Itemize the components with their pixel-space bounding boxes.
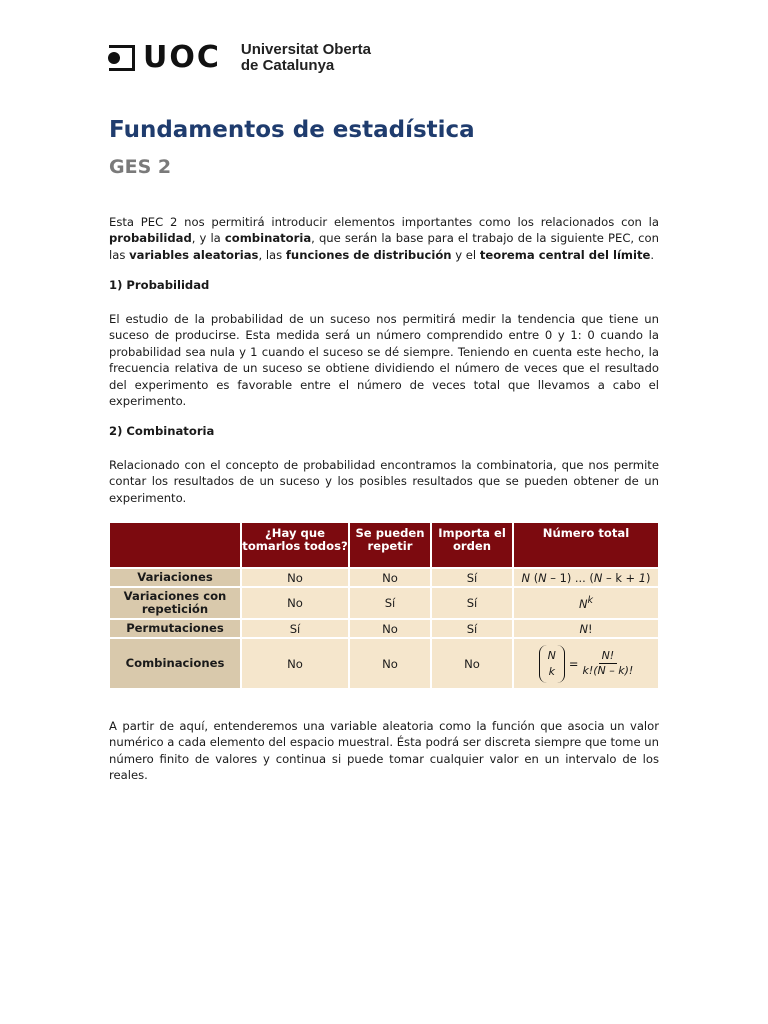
intro-bold-probabilidad: probabilidad <box>109 231 192 246</box>
formula-variaciones-repeticion: $N^k$ <box>513 587 659 619</box>
row-label: Variaciones con repetición <box>109 587 241 619</box>
table-row <box>109 587 659 619</box>
intro-text: , y la <box>191 231 225 246</box>
intro-bold-combinatoria: combinatoria <box>224 231 312 246</box>
cell-repetir: No <box>349 638 431 689</box>
row-label: Combinaciones <box>109 638 241 689</box>
institution-line-1: Universitat Oberta <box>240 41 371 58</box>
cell-repetir: No <box>349 568 431 587</box>
intro-text: y el <box>451 247 480 262</box>
table-row <box>109 638 659 689</box>
intro-bold-teorema: teorema central del límite <box>479 247 651 262</box>
table-header-row <box>109 522 659 568</box>
formula-permutaciones: N! <box>513 619 659 638</box>
section-heading-probabilidad: 1) Probabilidad <box>109 278 210 292</box>
cell-todos: No <box>241 587 349 619</box>
cell-todos: Sí <box>241 619 349 638</box>
table-row <box>109 619 659 638</box>
institution-name <box>241 42 371 74</box>
document-subtitle: GES 2 <box>109 156 172 178</box>
cell-repetir: Sí <box>349 587 431 619</box>
row-label: Permutaciones <box>109 619 241 638</box>
combinatoria-paragraph: Relacionado con el concepto de probabilidad encontramos la combinatoria, que nos permite contar los resultados de un suceso y los posibles resultados que se pueden obtener de un experimento. <box>109 458 659 505</box>
table-row <box>109 568 659 587</box>
cell-orden: Sí <box>431 568 513 587</box>
uoc-logo <box>109 42 371 74</box>
institution-line-2: de Catalunya <box>240 57 335 74</box>
intro-text: Esta PEC 2 nos permitirá introducir elementos importantes como los relacionados con la <box>109 215 659 229</box>
intro-text: , que serán la base para el trabajo de la siguiente PEC, con las <box>109 231 659 262</box>
table-header-orden: Importa el orden <box>431 522 513 568</box>
binomial-coefficient: N k <box>539 645 565 683</box>
table-header-empty <box>109 522 241 568</box>
cell-orden: Sí <box>431 587 513 619</box>
cell-repetir: No <box>349 619 431 638</box>
formula-variaciones: N (N – 1) ... (N – k + 1) <box>513 568 659 587</box>
intro-text: , las <box>258 247 286 262</box>
intro-paragraph <box>109 214 659 263</box>
table-header-todos: ¿Hay que tomarlos todos? <box>241 522 349 568</box>
formula-combinaciones: N k = $\frac{N!}{k!(N - k)!}$ <box>513 638 659 689</box>
intro-text: . <box>650 247 655 262</box>
table-header-repetir: Se pueden repetir <box>349 522 431 568</box>
document-title: Fundamentos de estadística <box>109 117 475 143</box>
combinatoria-table <box>108 521 660 690</box>
row-label: Variaciones <box>109 568 241 587</box>
probabilidad-paragraph: El estudio de la probabilidad de un suceso nos permitirá medir la tendencia que tiene un suceso de producirse. Esta medida será un número comprendido entre 0 y 1: 0 cuando la probabilidad sea nula y 1 cuando el suceso se dé siempre. Teniendo en cuenta este hecho, la frecuencia relativa de un suceso se obtiene dividiendo el número de veces que el resultado del experimento es favorable entre el número de veces total que llevamos a cabo el experimento. <box>109 312 659 409</box>
factorial-fraction: $\frac{N!}{k!(N - k)!}$ <box>582 649 634 677</box>
uoc-logo-mark-icon <box>109 43 139 73</box>
intro-bold-variables: variables aleatorias <box>129 247 259 262</box>
intro-bold-funciones: funciones de distribución <box>285 247 452 262</box>
table-header-numero-total: Número total <box>513 522 659 568</box>
closing-paragraph: A partir de aquí, entenderemos una variable aleatoria como la función que asocia un valor numérico a cada elemento del espacio muestral. Ésta podrá ser discreta siempre que tome un número finito de valores y continua si puede tomar cualquier valor en un intervalo de los reales. <box>109 719 659 783</box>
cell-todos: No <box>241 638 349 689</box>
logo-word: UOC <box>143 40 221 75</box>
cell-orden: No <box>431 638 513 689</box>
cell-orden: Sí <box>431 619 513 638</box>
section-heading-combinatoria: 2) Combinatoria <box>109 424 215 438</box>
cell-todos: No <box>241 568 349 587</box>
